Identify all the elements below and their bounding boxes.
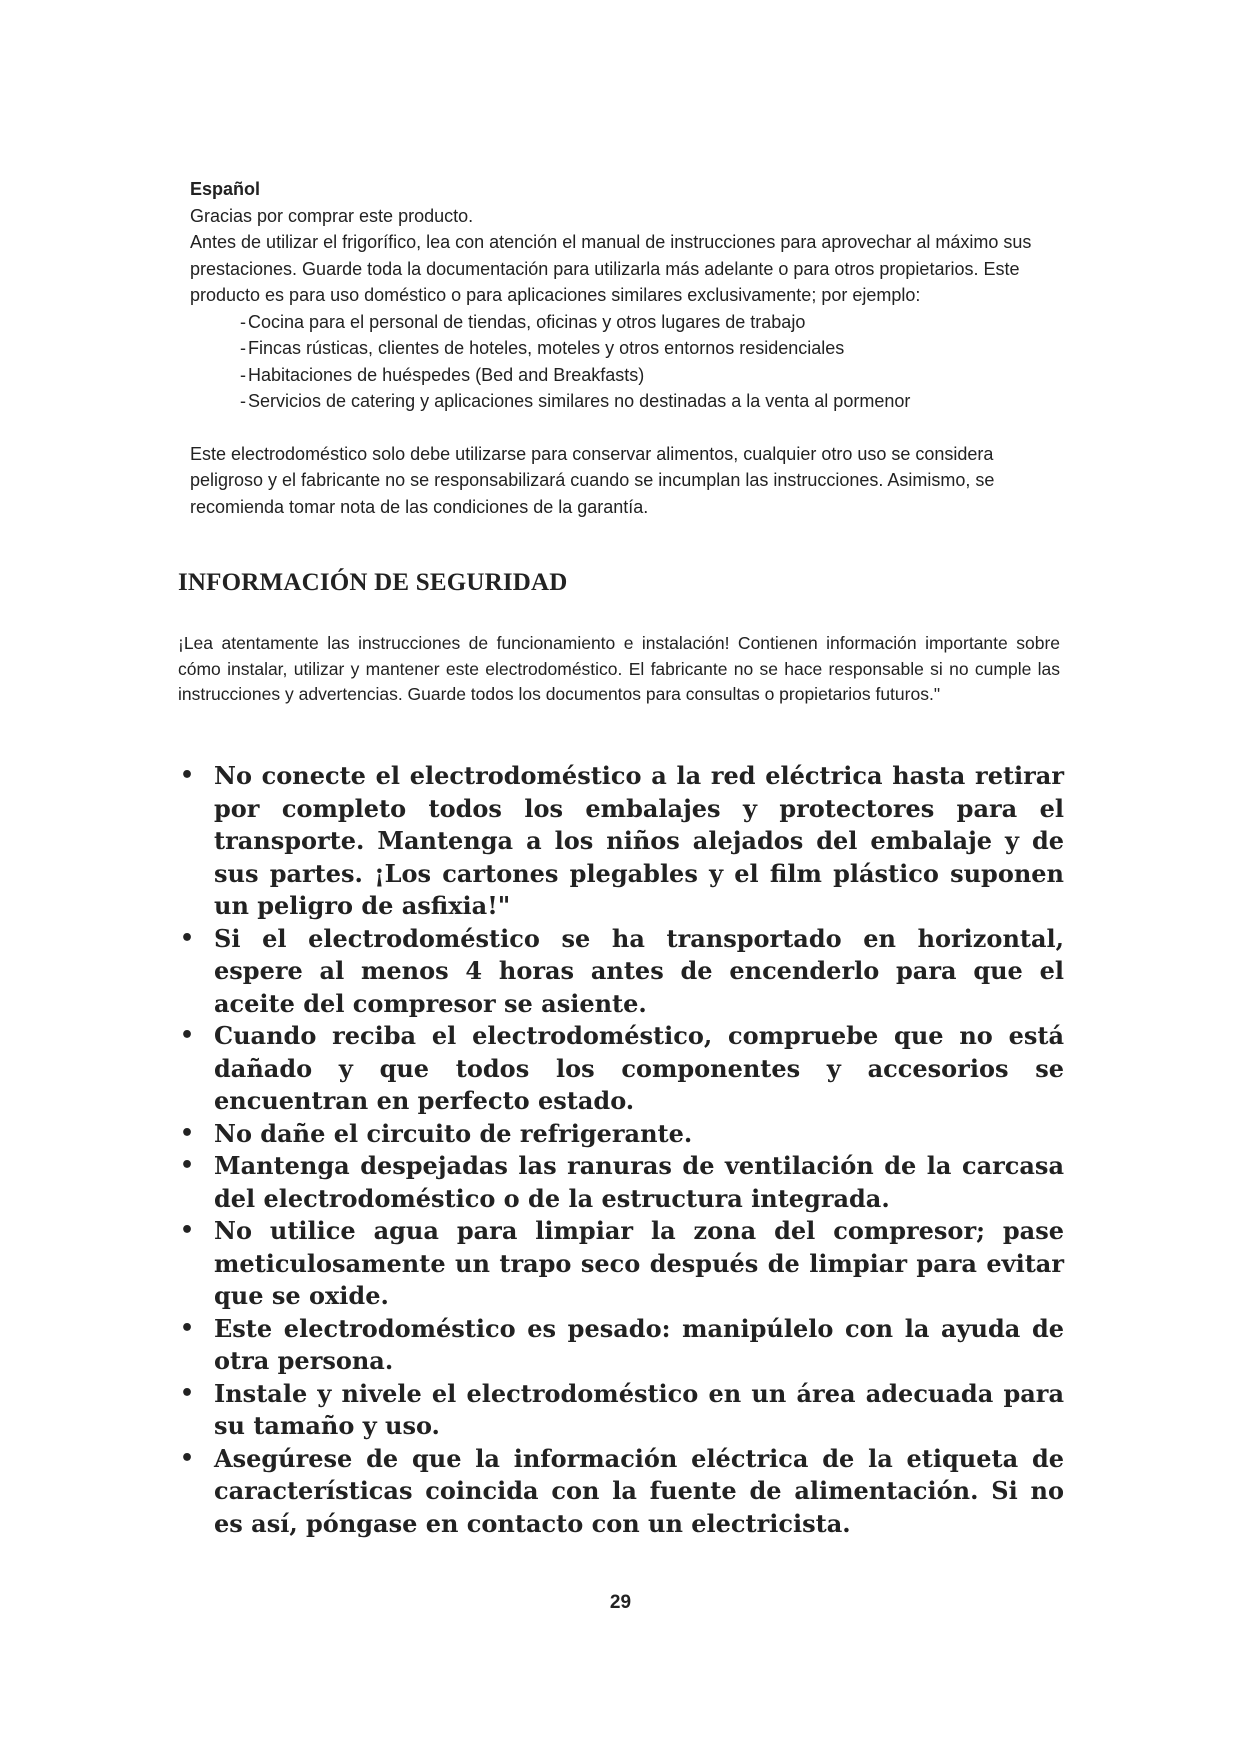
safety-rules-list [178, 760, 1064, 1540]
safety-rule-item [178, 1215, 1064, 1313]
usage-example-item [240, 309, 1070, 336]
safety-rule-item [178, 1313, 1064, 1378]
usage-example-text: Cocina para el personal de tiendas, oficinas y otros lugares de trabajo [248, 311, 806, 332]
bullet-icon: • [180, 925, 195, 951]
usage-examples-list [190, 309, 1070, 415]
safety-rule-item [178, 1020, 1064, 1118]
usage-example-text: Servicios de catering y aplicaciones similares no destinadas a la venta al pormenor [248, 391, 911, 411]
dash-marker: - [240, 311, 246, 332]
safety-rule-text: Instale y nivele el electrodoméstico en un área adecuada para su tamaño y uso. [214, 1378, 1064, 1440]
dash-marker: - [240, 391, 246, 411]
safety-rule-item [178, 923, 1064, 1021]
bullet-icon: • [180, 763, 195, 788]
usage-example-text: Habitaciones de huéspedes (Bed and Breakfasts) [248, 364, 645, 385]
bullet-icon: • [180, 1120, 195, 1146]
instructions-text: Antes de utilizar el frigorífico, lea con atención el manual de instrucciones para aprovechar al máximo sus prestaciones. Guarde toda la documentación para utilizarla más adelante o para otros propietarios. Este producto es para uso doméstico o para aplicaciones similares exclusivamente; por ejemplo: [190, 232, 1032, 305]
safety-intro-text: ¡Lea atentamente las instrucciones de funcionamiento e instalación! Contienen información importante sobre cómo instalar, utilizar y mantener este electrodoméstico. El fabricante no se hace responsable si no cumple las instrucciones y advertencias. Guarde todos los documentos para consultas o propietarios futuros." [178, 633, 1060, 704]
safety-rule-text: No conecte el electrodoméstico a la red eléctrica hasta retirar por completo todos los embalajes y protectores para el transporte. Mantenga a los niños alejados del embalaje y de sus partes. ¡Los cartones plegables y el film plástico suponen un peligro de asfixia!" [214, 761, 1064, 920]
safety-rule-item [178, 1443, 1064, 1541]
bullet-icon: • [180, 1218, 195, 1243]
bullet-icon: • [180, 1023, 195, 1048]
bullet-icon: • [180, 1153, 195, 1178]
usage-example-text: Fincas rústicas, clientes de hoteles, moteles y otros entornos residenciales [248, 338, 845, 358]
safety-rule-text: No dañe el circuito de refrigerante. [214, 1118, 693, 1148]
usage-example-item [240, 388, 1070, 415]
usage-example-item [240, 335, 1070, 362]
safety-rule-text: Asegúrese de que la información eléctrica de la etiqueta de características coincida con la fuente de alimentación. Si no es así, póngase en contacto con un electricista. [214, 1443, 1064, 1538]
safety-rule-text: Mantenga despejadas las ranuras de ventilación de la carcasa del electrodoméstico o de la estructura integrada. [214, 1151, 1064, 1213]
dash-marker: - [240, 338, 246, 358]
page-number: 29 [609, 1592, 632, 1613]
safety-rule-item [178, 1118, 1064, 1151]
bullet-icon: • [180, 1445, 195, 1471]
safety-rule-item [178, 1378, 1064, 1443]
safety-section-title: INFORMACIÓN DE SEGURIDAD [178, 569, 568, 596]
bullet-icon: • [180, 1315, 195, 1341]
language-heading: Español [190, 179, 261, 199]
safety-rule-item [178, 760, 1064, 923]
safety-rule-text: Si el electrodoméstico se ha transportado en horizontal, espere al menos 4 horas antes de encenderlo para que el aceite del compresor se asiente. [214, 923, 1064, 1018]
dash-marker: - [240, 364, 246, 385]
thanks-text: Gracias por comprar este producto. [190, 205, 474, 226]
safety-rule-item [178, 1150, 1064, 1215]
safety-rule-text: Cuando reciba el electrodoméstico, compruebe que no está dañado y que todos los componentes y accesorios se encuentran en perfecto estado. [214, 1021, 1064, 1115]
usage-example-item [240, 362, 1070, 389]
safety-rule-text: Este electrodoméstico es pesado: manipúlelo con la ayuda de otra persona. [214, 1313, 1064, 1375]
bullet-icon: • [180, 1380, 195, 1406]
usage-warning-text: Este electrodoméstico solo debe utilizarse para conservar alimentos, cualquier otro uso se considera peligroso y el fabricante no se responsabilizará cuando se incumplan las instrucciones. Asimismo, se recomienda tomar nota de las condiciones de la garantía. [190, 443, 995, 517]
safety-rule-text: No utilice agua para limpiar la zona del compresor; pase meticulosamente un trapo seco después de limpiar para evitar que se oxide. [214, 1216, 1064, 1310]
intro-section [190, 176, 1070, 520]
